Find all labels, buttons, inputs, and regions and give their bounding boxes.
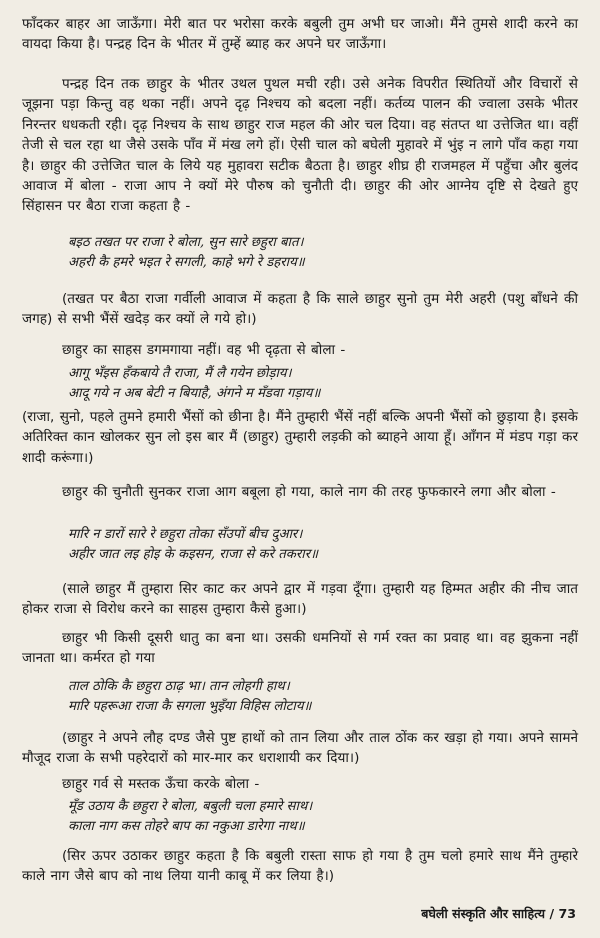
paragraph-fight-translation xyxy=(22,728,578,769)
paragraph-journey xyxy=(22,74,578,217)
verse-line: आदू गये न अब बेटी न बियाहै, अंगने म मँडवा गड़ाय॥ xyxy=(68,386,321,402)
verse-line: अहरी कै हमरे भइत रे सगली, काहे भगे रे डहराय॥ xyxy=(68,255,305,271)
paragraph-text: (छाहुर ने अपने लौह दण्ड जैसे पुष्ट हाथों को तान लिया और ताल ठोंक कर खड़ा हो गया। अपने सामने मौजूद राजा के सभी पहरेदारों को मार-मार कर धराशायी कर दिया।) xyxy=(22,730,578,767)
verse-line: मारि पहरूआ राजा कै सगला भुइँया विहिस लोटाय॥ xyxy=(68,699,312,715)
verse-victory xyxy=(22,797,578,838)
verse-line: बइठ तखत पर राजा रे बोला, सुन सारे छहुरा बात। xyxy=(68,235,304,250)
paragraph-text: (तखत पर बैठा राजा गर्वीली आवाज में कहता है कि साले छाहुर सुनो तुम मेरी अहरी (पशु बाँधने की जगह) से सभी भैंसें खदेड़ कर क्यों ले गये हो।) xyxy=(22,291,578,328)
paragraph-text: फाँदकर बाहर आ जाऊँगा। मेरी बात पर भरोसा करके बबुली तुम अभी घर जाओ। मैंने तुमसे शादी करने का वायदा किया है। पन्द्रह दिन के भीतर में तुम्हें ब्याह कर अपने घर जाऊँगा। xyxy=(22,16,578,53)
paragraph-threat-translation xyxy=(22,579,578,620)
verse-line: आगू भँइस हँकबाये तै राजा, मैं लै गयेन छोड़ाय। xyxy=(68,366,292,381)
paragraph-victory-translation xyxy=(22,846,578,887)
paragraph-king-anger xyxy=(22,482,578,502)
paragraph-text: छाहुर गर्व से मस्तक ऊँचा करके बोला - xyxy=(62,776,260,792)
paragraph-text: छाहुर भी किसी दूसरी धातु का बना था। उसकी धमनियों से गर्म रक्त का प्रवाह था। वह झुकना नहीं जानता था। कर्मरत हो गया xyxy=(22,630,578,667)
paragraph-chhahur-resolve xyxy=(22,628,578,669)
verse-line: मूँड उठाय कै छहुरा रे बोला, बबुली चला हमारे साथ। xyxy=(68,799,313,814)
verse-line: काला नाग कस तोहरे बाप का नकुआ डारेगा नाथ॥ xyxy=(68,819,305,835)
verse-line: ताल ठोकि कै छहुरा ठाढ़ भा। तान लोहगी हाथ। xyxy=(68,679,290,694)
paragraph-chhahur-reply xyxy=(22,340,578,360)
paragraph-chhahur-pride xyxy=(22,774,578,794)
verse-line: मारि न डारों सारे रे छहुरा तोका सँउपों बीच दुआर। xyxy=(68,527,303,542)
paragraph-text: (सिर ऊपर उठाकर छाहुर कहता है कि बबुली रास्ता साफ हो गया है तुम चलो हमारे साथ मैंने तुम्हारे काले नाग जैसे बाप को नाथ लिया यानी काबू में कर लिया है।) xyxy=(22,848,578,885)
verse-king-threat xyxy=(22,525,578,566)
paragraph-king-translation xyxy=(22,289,578,330)
verse-fight xyxy=(22,677,578,718)
paragraph-text: (राजा, सुनो, पहले तुमने हमारी भैंसों को छीना है। मैंने तुम्हारी भैंसें नहीं बल्कि अपनी भैंसों को छुड़ाया है। इसके अतिरिक्त कान खोलकर सुन लो इस बार मैं (छाहुर) तुम्हारी लड़की को ब्याहने आया हूँ। आँगन में मंडप गड़ा कर शादी करूंगा।) xyxy=(22,409,579,466)
page-footer: बघेली संस्कृति और साहित्य / 73 xyxy=(421,906,576,921)
paragraph-text: छाहुर की चुनौती सुनकर राजा आग बबूला हो गया, काले नाग की तरह फुफकारने लगा और बोला - xyxy=(62,484,556,500)
paragraph-text: छाहुर का साहस डगमगाया नहीं। वह भी दृढ़ता से बोला - xyxy=(62,342,346,358)
verse-king-question xyxy=(22,233,578,274)
verse-chhahur-reply xyxy=(22,364,578,405)
paragraph-text: पन्द्रह दिन तक छाहुर के भीतर उथल पुथल मची रही। उसे अनेक विपरीत स्थितियों और विचारों से जूझना पड़ा किन्तु वह थका नहीं। अपने दृढ़ निश्चय को बदला नहीं। कर्तव्य पालन की ज्वाला उसके भीतर निरन्तर धधकती रही। दृढ़ निश्चय के साथ छाहुर राज महल की ओर चल दिया। वह संतप्त था उत्तेजित था। वहीं तेजी से चल रहा था जैसे उसके पाँव में मंख लगे हों। ऐसी चाल को बघेली मुहावरे में भुंइ न लागे पाँव कहा गया है। छाहुर की उत्तेजित चाल के लिये यह मुहावरा सटीक बैठता है। छाहुर शीघ्र ही राजमहल में पहुँचा और बुलंद आवाज में बोला - राजा आप ने क्यों मेरे पौरुष को चुनौती दी। छाहुर की ओर आग्नेय दृष्टि से देखते हुए सिंहासन पर बैठा राजा कहता है - xyxy=(22,76,578,215)
verse-line: अहीर जात लइ होइ के कइसन, राजा से करे तकरार॥ xyxy=(68,547,318,563)
paragraph-intro xyxy=(22,14,578,55)
paragraph-reply-translation xyxy=(22,407,578,468)
paragraph-text: (साले छाहुर मैं तुम्हारा सिर काट कर अपने द्वार में गड़वा दूँगा। तुम्हारी यह हिम्मत अहीर की नीच जात होकर राजा से विरोध करने का साहस तुम्हारा कैसे हुआ।) xyxy=(22,581,578,618)
